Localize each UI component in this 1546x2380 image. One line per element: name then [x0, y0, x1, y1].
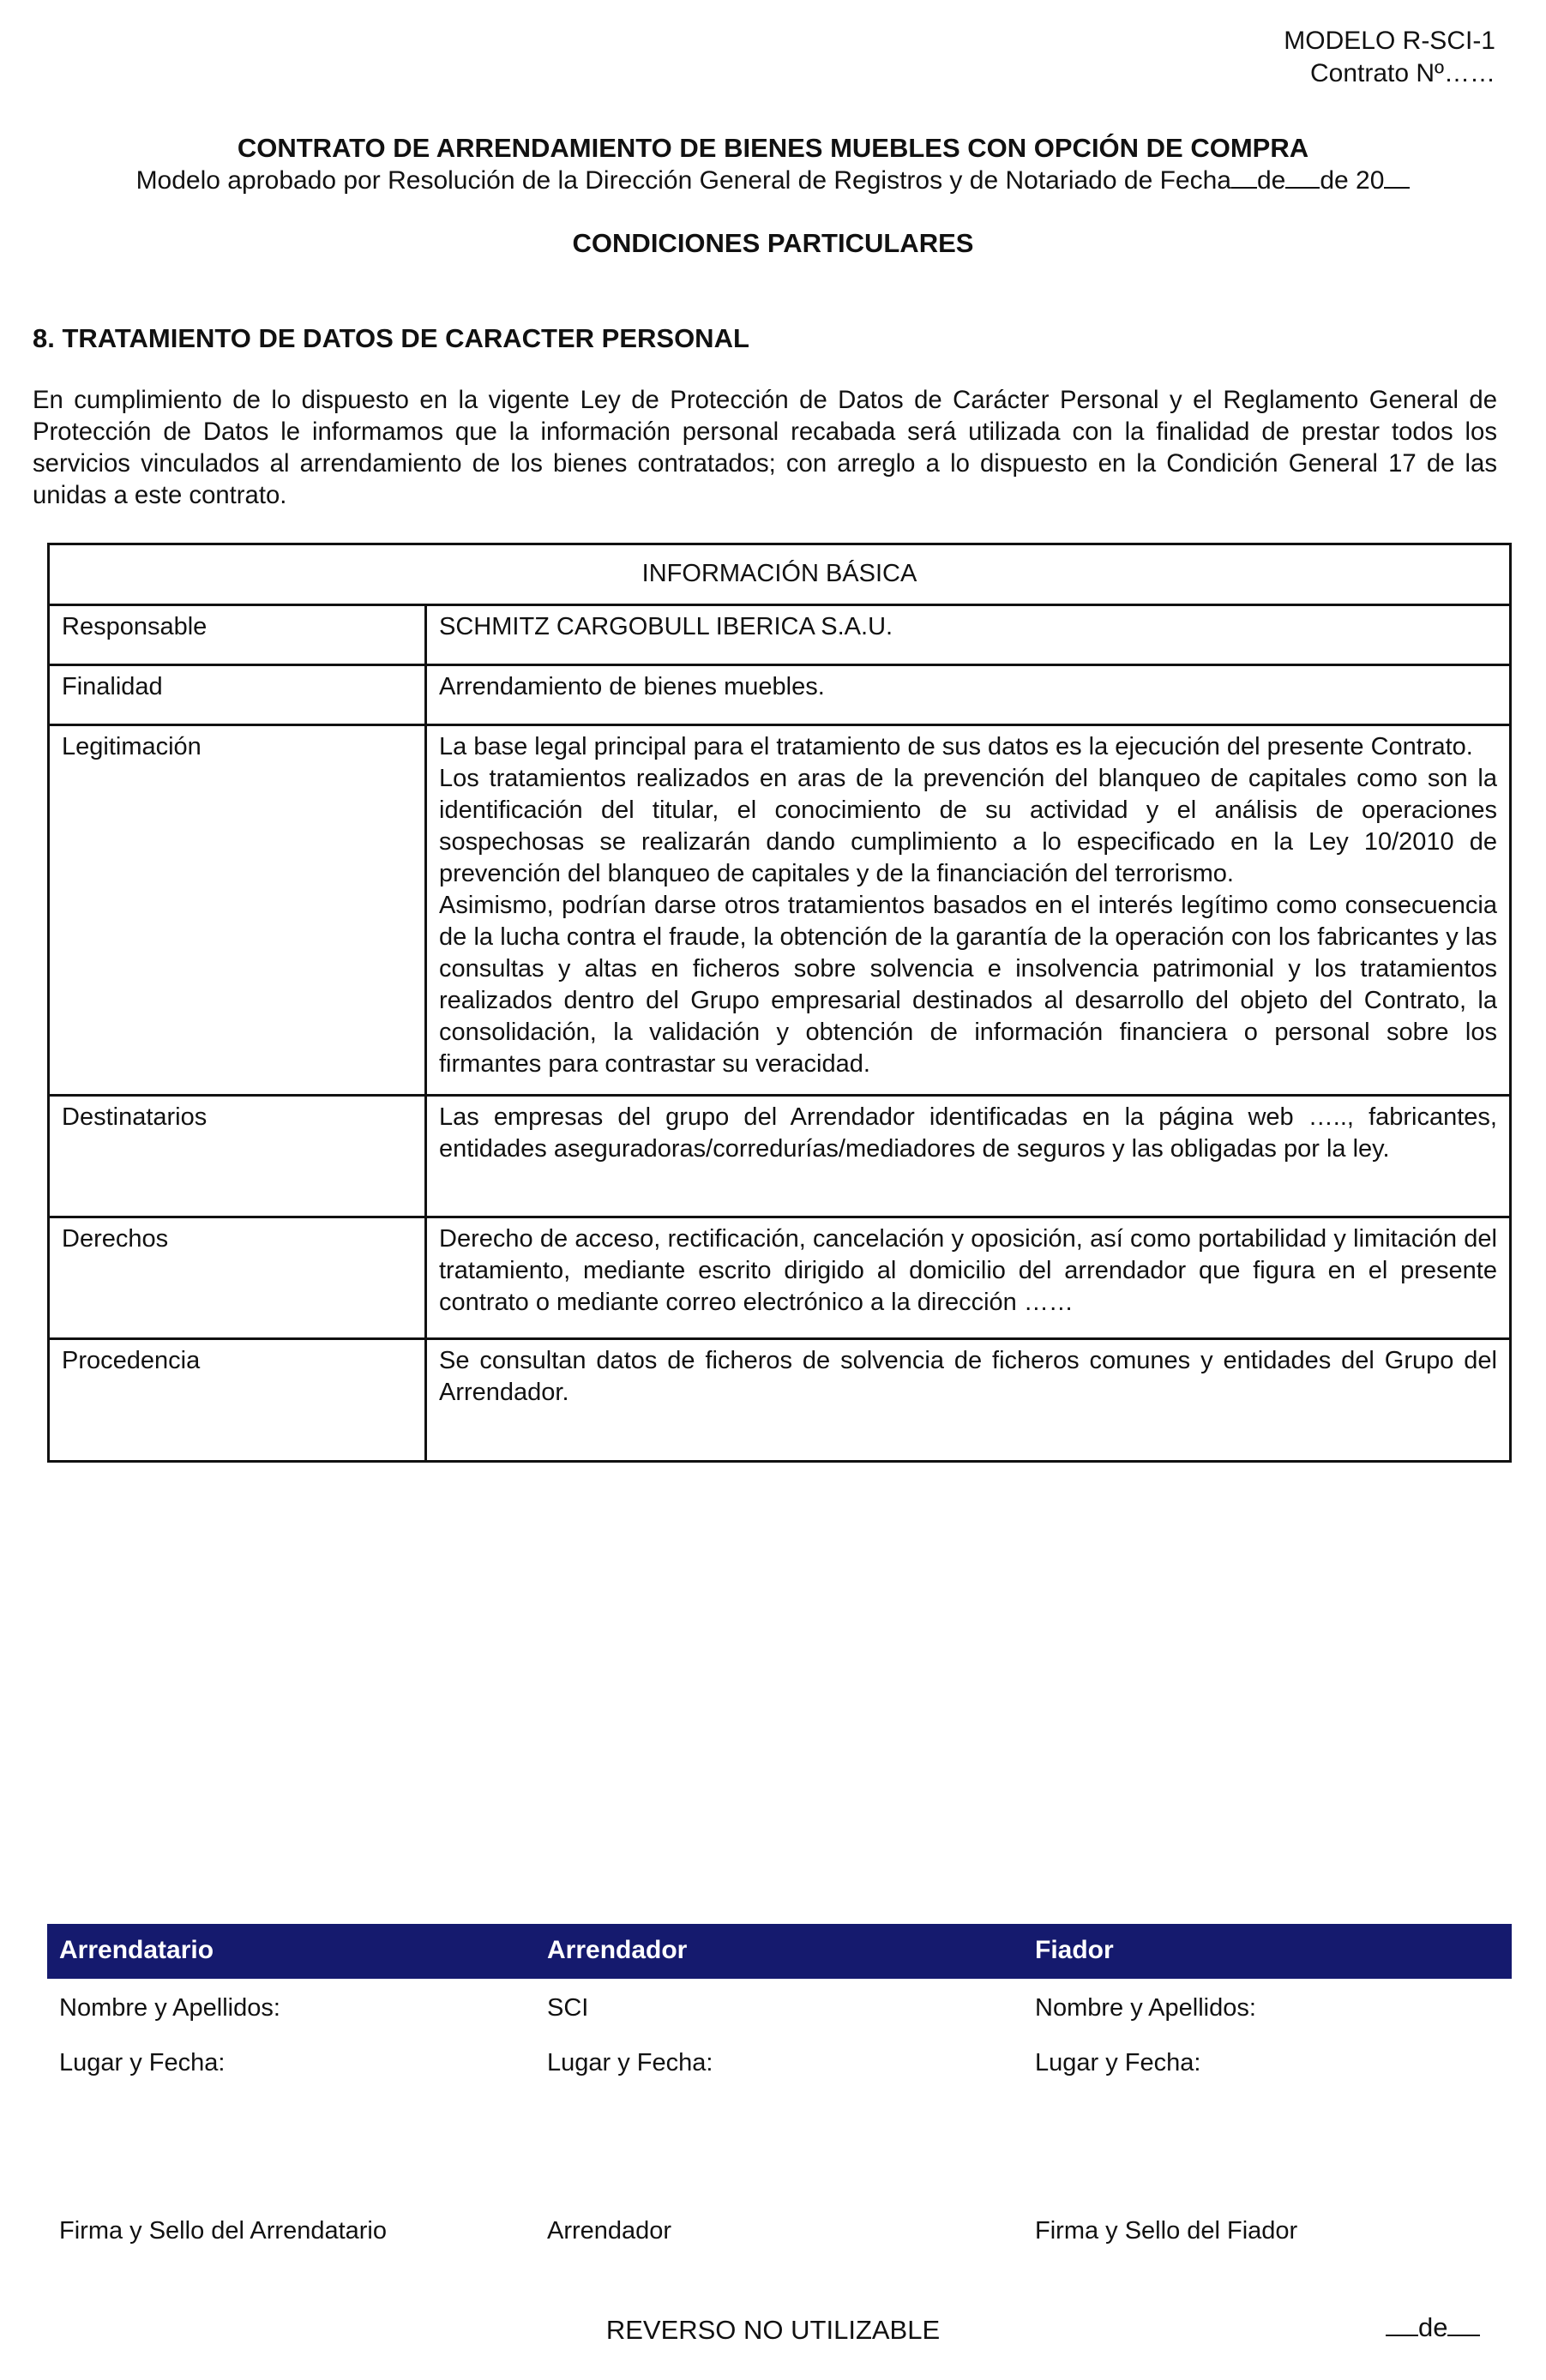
row-value-text: Arrendamiento de bienes muebles.	[439, 673, 825, 700]
page-number	[1386, 2312, 1480, 2343]
section-title: 8. TRATAMIENTO DE DATOS DE CARACTER PERSONAL	[33, 323, 749, 353]
signature-header	[47, 1924, 1512, 1979]
info-table-header: INFORMACIÓN BÁSICA	[49, 544, 1511, 605]
row-value	[426, 1096, 1511, 1217]
row-value-text: Derecho de acceso, rectificación, cancelación y oposición, así como portabilidad y limitación del tratamiento, mediante escrito dirigido al domicilio del arrendador que figura en el presente contrato o mediante correo electrónico a la dirección ……	[439, 1225, 1497, 1316]
row-value-text: Asimismo, podrían darse otros tratamientos basados en el interés legítimo como consecuencia de la lucha contra el fraude, la obtención de la garantía de la operación con los fabricantes y las consultas y altas en ficheros sobre solvencia e insolvencia patrimonial y los tratamientos realizados dentro del Grupo empresarial destinados al desarrollo del objeto del Contrato, la consolidación, la validación y obtención de información financiera o personal sobre los firmantes para contrastar su veracidad.	[439, 892, 1497, 1078]
subtitle-de-2: de 20	[1320, 166, 1385, 195]
row-label: Procedencia	[49, 1339, 426, 1462]
page-de: de	[1418, 2312, 1448, 2342]
row-value	[426, 605, 1511, 665]
row-value-text: La base legal principal para el tratamiento de sus datos es la ejecución del presente Contrato.	[439, 733, 1473, 760]
guarantor-name-label: Nombre y Apellidos:	[1035, 1994, 1256, 2022]
subtitle-text: Modelo aprobado por Resolución de la Dirección General de Registros y de Notariado de Fecha	[135, 166, 1231, 195]
row-value	[426, 1339, 1511, 1462]
page-blank-total	[1447, 2312, 1480, 2336]
table-row	[49, 1339, 1511, 1462]
reverse-note: REVERSO NO UTILIZABLE	[605, 2315, 941, 2345]
lessee-place-date-label: Lugar y Fecha:	[59, 2049, 226, 2076]
row-label: Destinatarios	[49, 1096, 426, 1217]
info-table	[47, 543, 1512, 1463]
signature-head-guarantor: Fiador	[1035, 1936, 1114, 1964]
row-label: Finalidad	[49, 665, 426, 725]
signature-head-lessor: Arrendador	[547, 1936, 688, 1964]
signature-head-lessee: Arrendatario	[59, 1936, 214, 1964]
row-label: Legitimación	[49, 725, 426, 1096]
guarantor-signature-label: Firma y Sello del Fiador	[1035, 2217, 1298, 2245]
lessee-name-label: Nombre y Apellidos:	[59, 1994, 280, 2022]
date-blank-day	[1231, 165, 1257, 189]
table-row	[49, 1096, 1511, 1217]
row-label: Responsable	[49, 605, 426, 665]
date-blank-month	[1285, 165, 1320, 189]
table-row	[49, 725, 1511, 1096]
contract-number: Contrato Nº……	[1309, 59, 1495, 87]
row-value-text: Los tratamientos realizados en aras de la prevención del blanqueo de capitales como son la identificación del titular, el conocimiento de su actividad y el análisis de operaciones sospechosas se realizarán dando cumplimiento a lo especificado en la Ley 10/2010 de prevención del blanqueo de capitales y de la financiación del terrorismo.	[439, 765, 1497, 887]
row-value	[426, 1217, 1511, 1339]
page-blank-current	[1386, 2312, 1418, 2336]
lessor-name: SCI	[547, 1994, 589, 2022]
guarantor-place-date-label: Lugar y Fecha:	[1035, 2049, 1201, 2076]
row-value-text: SCHMITZ CARGOBULL IBERICA S.A.U.	[439, 613, 893, 640]
section-intro	[33, 384, 1497, 511]
date-blank-year	[1384, 165, 1410, 189]
table-row	[49, 605, 1511, 665]
table-row	[49, 1217, 1511, 1339]
conditions-title: CONDICIONES PARTICULARES	[572, 228, 974, 258]
model-code: MODELO R-SCI-1	[1284, 27, 1495, 55]
info-table-header-row	[49, 544, 1511, 605]
row-value-text: Se consultan datos de ficheros de solvencia de ficheros comunes y entidades del Grupo del Arrendador.	[439, 1347, 1497, 1406]
document-title: CONTRATO DE ARRENDAMIENTO DE BIENES MUEBLES CON OPCIÓN DE COMPRA	[237, 133, 1309, 163]
row-label: Derechos	[49, 1217, 426, 1339]
intro-paragraph: En cumplimiento de lo dispuesto en la vigente Ley de Protección de Datos de Carácter Personal y el Reglamento General de Protección de Datos le informamos que la información personal recabada será utilizada con la finalidad de prestar todos los servicios vinculados al arrendamiento de los bienes contratados; con arreglo a lo dispuesto en la Condición General 17 de las unidas a este contrato.	[33, 386, 1497, 509]
subtitle-de-1: de	[1256, 166, 1286, 195]
lessor-signature-label: Arrendador	[547, 2217, 672, 2245]
lessee-signature-label: Firma y Sello del Arrendatario	[59, 2217, 387, 2245]
row-value	[426, 665, 1511, 725]
row-value-text: Las empresas del grupo del Arrendador identificadas en la página web ….., fabricantes, entidades aseguradoras/corredurías/mediadores de seguros y las obligadas por la ley.	[439, 1103, 1497, 1163]
document-subtitle	[0, 165, 1546, 195]
table-row	[49, 665, 1511, 725]
row-value	[426, 725, 1511, 1096]
lessor-place-date-label: Lugar y Fecha:	[547, 2049, 713, 2076]
